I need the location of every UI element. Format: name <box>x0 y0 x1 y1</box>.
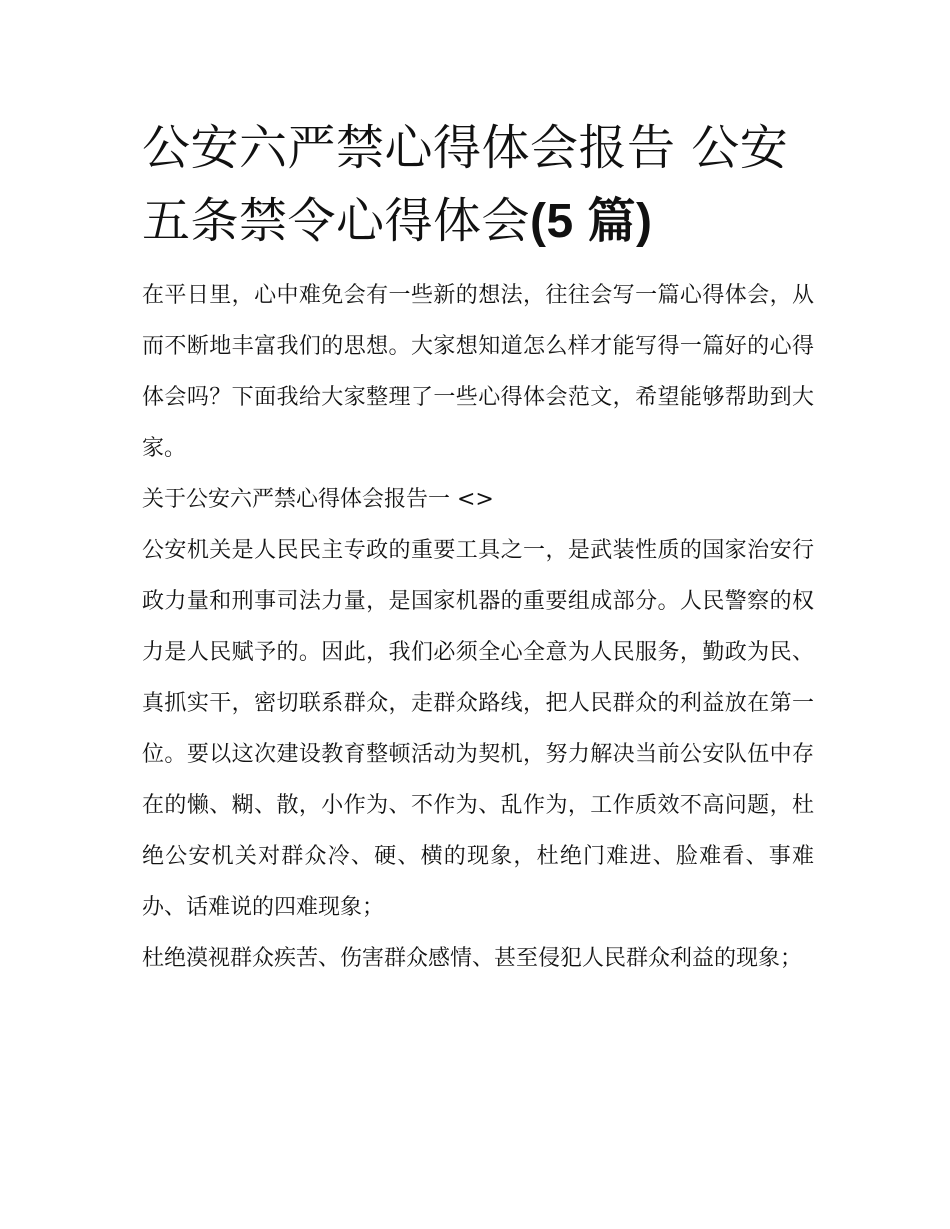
intro-paragraph: 在平日里，心中难免会有一些新的想法，往往会写一篇心得体会，从而不断地丰富我们的思想。大家想知道怎么样才能写得一篇好的心得体会吗？下面我给大家整理了一些心得体会范文，希望能够帮助到大家。 <box>142 283 814 461</box>
document-page <box>142 112 814 984</box>
body-paragraph: 公安机关是人民民主专政的重要工具之一，是武装性质的国家治安行政力量和刑事司法力量，是国家机器的重要组成部分。人民警察的权力是人民赋予的。因此，我们必须全心全意为人民服务，勤政为民、真抓实干，密切联系群众，走群众路线，把人民群众的利益放在第一位。要以这次建设教育整顿活动为契机，努力解决当前公安队伍中存在的懒、糊、散，小作为、不作为、乱作为，工作质效不高问题，杜绝公安机关对群众冷、硬、横的现象，杜绝门难进、脸难看、事难办、话难说的四难现象； <box>142 538 814 920</box>
document-title <box>142 112 814 258</box>
section-heading: 关于公安六严禁心得体会报告一 <> <box>142 487 494 512</box>
document-title-suffix: (5 篇) <box>530 195 653 248</box>
body-paragraph: 杜绝漠视群众疾苦、伤害群众感情、甚至侵犯人民群众利益的现象； <box>142 946 803 971</box>
document-title-main: 公安六严禁心得体会报告 公安五条禁令心得体会 <box>142 120 789 249</box>
